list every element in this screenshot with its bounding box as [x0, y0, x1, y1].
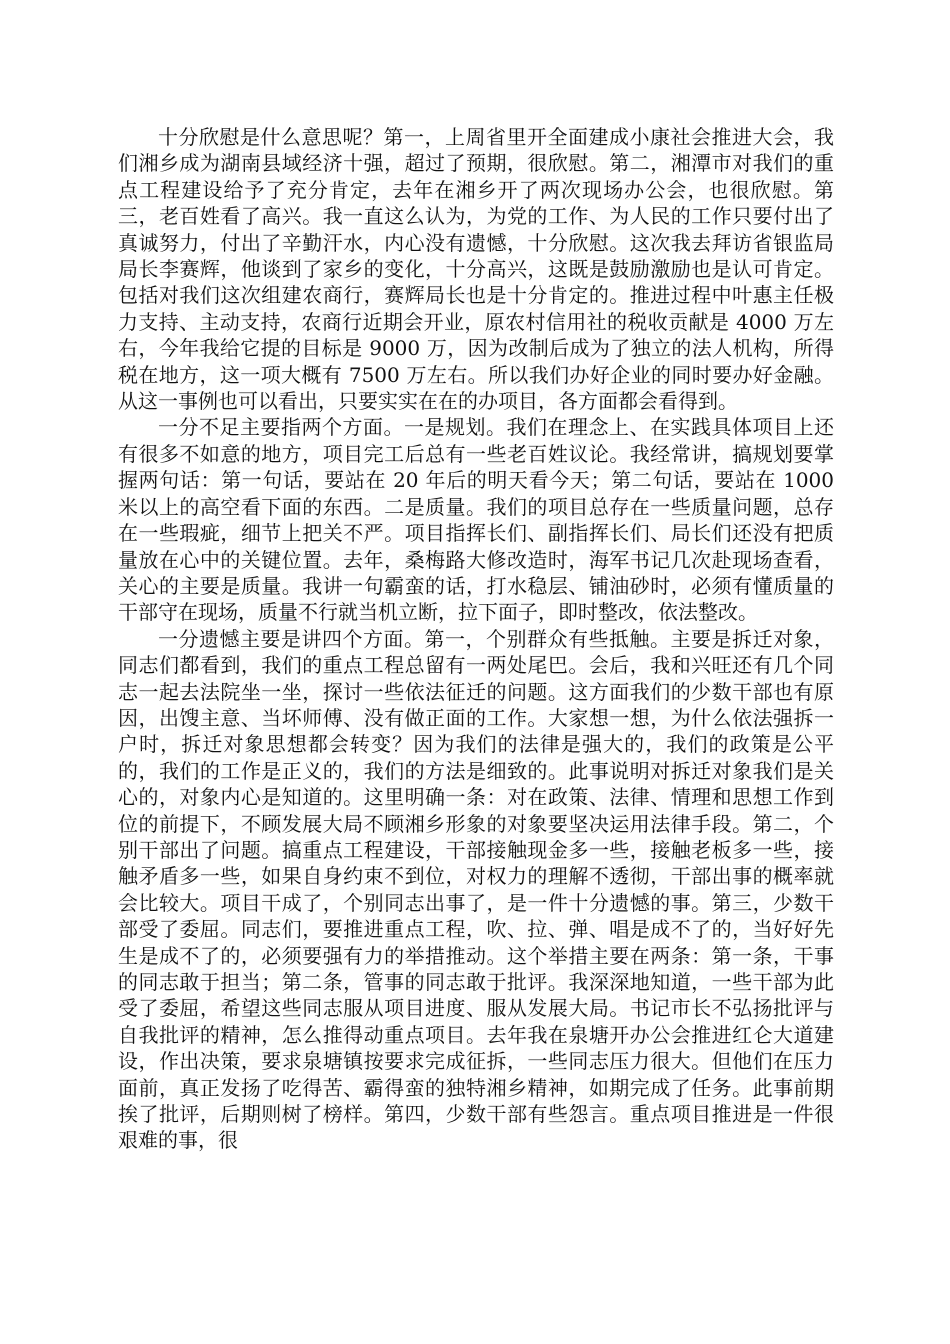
document-body: [118, 124, 834, 1154]
paragraph-satisfaction: 十分欣慰是什么意思呢？第一，上周省里开全面建成小康社会推进大会，我们湘乡成为湖南县域经济十强，超过了预期，很欣慰。第二，湘潭市对我们的重点工程建设给予了充分肯定，去年在湘乡开了两次现场办公会，也很欣慰。第三，老百姓看了高兴。我一直这么认为，为党的工作、为人民的工作只要付出了真诚努力，付出了辛勤汗水，内心没有遗憾，十分欣慰。这次我去拜访省银监局局长李赛辉，他谈到了家乡的变化，十分高兴，这既是鼓励激励也是认可肯定。包括对我们这次组建农商行，赛辉局长也是十分肯定的。推进过程中叶惠主任极力支持、主动支持，农商行近期会开业，原农村信用社的税收贡献是 4000 万左右，今年我给它提的目标是 9000 万，因为改制后成为了独立的法人机构，所得税在地方，这一项大概有 7500 万左右。所以我们办好企业的同时要办好金融。从这一事例也可以看出，只要实实在在的办项目，各方面都会看得到。: [118, 125, 834, 414]
paragraph-regrets: 一分遗憾主要是讲四个方面。第一，个别群众有些抵触。主要是拆迁对象，同志们都看到，我们的重点工程总留有一两处尾巴。会后，我和兴旺还有几个同志一起去法院坐一坐，探讨一些依法征迁的问题。这方面我们的少数干部也有原因，出馊主意、当坏师傅、没有做正面的工作。大家想一想，为什么依法强拆一户时，拆迁对象思想都会转变？因为我们的法律是强大的，我们的政策是公平的，我们的工作是正义的，我们的方法是细致的。此事说明对拆迁对象我们是关心的，对象内心是知道的。这里明确一条：对在政策、法律、情理和思想工作到位的前提下，不顾发展大局不顾湘乡形象的对象要坚决运用法律手段。第二，个别干部出了问题。搞重点工程建设，干部接触现金多一些，接触老板多一些，接触矛盾多一些，如果自身约束不到位，对权力的理解不透彻，干部出事的概率就会比较大。项目干成了，个别同志出事了，是一件十分遗憾的事。第三，少数干部受了委屈。同志们，要推进重点工程，吹、拉、弹、唱是成不了的，当好好先生是成不了的，必须要强有力的举措推动。这个举措主要在两条：第一条，干事的同志敢于担当；第二条，管事的同志敢于批评。我深深地知道，一些干部为此受了委屈，希望这些同志服从项目进度、服从发展大局。书记市长不弘扬批评与自我批评的精神，怎么推得动重点项目。去年我在泉塘开办公会推进红仑大道建设，作出决策，要求泉塘镇按要求完成征拆，一些同志压力很大。但他们在压力面前，真正发扬了吃得苦、霸得蛮的独特湘乡精神，如期完成了任务。此事前期挨了批评，后期则树了榜样。第四，少数干部有些怨言。重点项目推进是一件很艰难的事，很: [118, 626, 834, 1153]
paragraph-shortcomings: 一分不足主要指两个方面。一是规划。我们在理念上、在实践具体项目上还有很多不如意的地方，项目完工后总有一些老百姓议论。我经常讲，搞规划要掌握两句话：第一句话，要站在 20 年后的明天看今天；第二句话，要站在 1000 米以上的高空看下面的东西。二是质量。我们的项目总存在一些质量问题，总存在一些瑕疵，细节上把关不严。项目指挥长们、副指挥长们、局长们还没有把质量放在心中的关键位置。去年，桑梅路大修改造时，海军书记几次赴现场查看，关心的主要是质量。我讲一句霸蛮的话，打水稳层、铺油砂时，必须有懂质量的干部守在现场，质量不行就当机立断，拉下面子，即时整改，依法整改。: [118, 415, 834, 625]
